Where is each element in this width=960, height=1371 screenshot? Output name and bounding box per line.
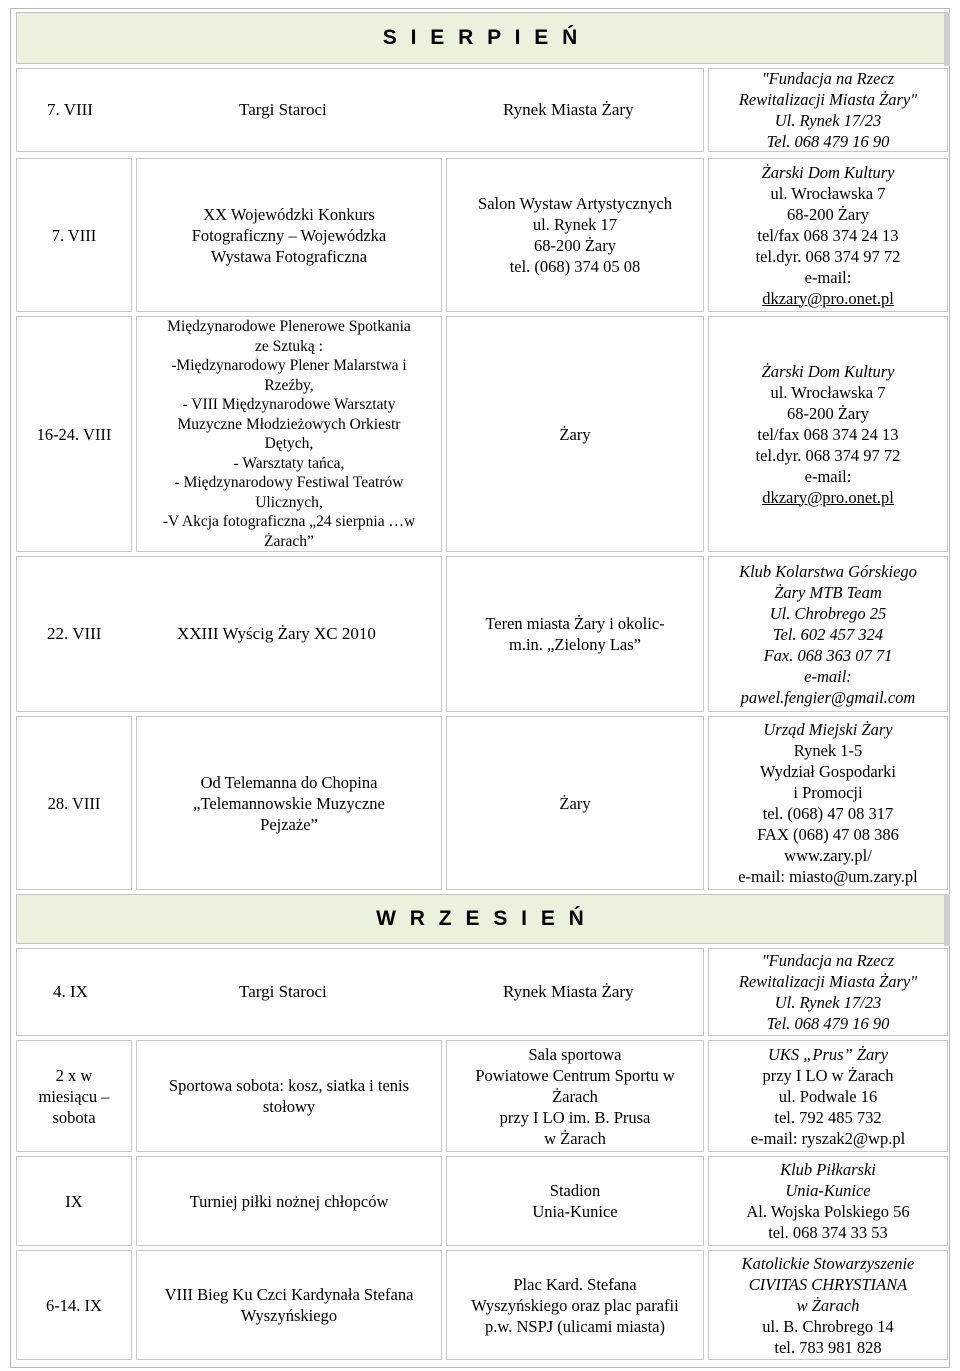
event-contact xyxy=(708,948,948,1036)
event-title: Od Telemanna do Chopina „Telemannowskie Muzyczne Pejzaże” xyxy=(136,716,442,890)
contact-line: Rewitalizacji Miasta Żary" xyxy=(738,90,918,109)
contact-line: "Fundacja na Rzecz xyxy=(761,951,895,970)
event-place: Rynek Miasta Żary xyxy=(503,100,634,119)
contact-line: ul. Wrocławska 7 xyxy=(770,382,886,402)
contact-line: przy I LO w Żarach xyxy=(762,1065,894,1085)
contact-line: UKS „Prus” Żary xyxy=(767,1044,889,1064)
contact-line: dkzary@pro.onet.pl xyxy=(762,487,894,507)
contact-line: ul. Wrocławska 7 xyxy=(770,183,886,203)
contact-line: tel.dyr. 068 374 97 72 xyxy=(755,246,901,266)
event-date: 22. VIII xyxy=(47,624,102,643)
section-header-september xyxy=(16,894,948,944)
contact-line: FAX (068) 47 08 386 xyxy=(757,825,899,844)
event-title: Sportowa sobota: kosz, siatka i tenis stołowy xyxy=(136,1040,442,1152)
section-header-august xyxy=(16,12,948,64)
contact-line: Ul. Rynek 17/23 xyxy=(774,111,882,130)
contact-line: Ul. Rynek 17/23 xyxy=(774,993,882,1012)
event-contact xyxy=(708,158,948,312)
contact-line: pawel.fengier@gmail.com xyxy=(740,687,916,707)
event-contact xyxy=(708,1250,948,1360)
contact-line: Fax. 068 363 07 71 xyxy=(763,645,893,665)
event-place: Plac Kard. Stefana Wyszyńskiego oraz plac parafii p.w. NSPJ (ulicami miasta) xyxy=(446,1250,704,1360)
event-row-sep-1 xyxy=(16,948,704,1036)
event-row-aug-1 xyxy=(16,68,704,152)
contact-line: Wydział Gospodarki xyxy=(759,762,896,781)
contact-line: CIVITAS CHRYSTIANA xyxy=(748,1274,908,1294)
contact-line: Rewitalizacji Miasta Żary" xyxy=(738,972,918,991)
contact-line: Żary MTB Team xyxy=(774,582,882,602)
contact-line: www.zary.pl/ xyxy=(784,846,872,865)
event-date: 7. VIII xyxy=(47,100,93,119)
contact-line: Tel. 068 479 16 90 xyxy=(766,1014,890,1033)
event-contact xyxy=(708,1156,948,1246)
contact-line: ul. Podwale 16 xyxy=(778,1086,878,1106)
contact-line: Katolickie Stowarzyszenie xyxy=(741,1253,915,1273)
contact-line: dkzary@pro.onet.pl xyxy=(762,288,894,308)
event-title: VIII Bieg Ku Czci Kardynała Stefana Wyszyńskiego xyxy=(136,1250,442,1360)
event-place: Sala sportowa Powiatowe Centrum Sportu w Żarach przy I LO im. B. Prusa w Żarach xyxy=(446,1040,704,1152)
contact-line: e-mail: xyxy=(804,267,852,287)
contact-line: ul. B. Chrobrego 14 xyxy=(762,1316,894,1336)
contact-line: Żarski Dom Kultury xyxy=(761,361,895,381)
event-title: XX Wojewódzki Konkurs Fotograficzny – Wojewódzka Wystawa Fotograficzna xyxy=(136,158,442,312)
event-place: Teren miasta Żary i okolic- m.in. „Zielony Las” xyxy=(446,556,704,712)
event-date: 6-14. IX xyxy=(16,1250,132,1360)
contact-line: w Żarach xyxy=(796,1295,860,1315)
contact-line: tel. 783 981 828 xyxy=(774,1337,882,1357)
contact-line: Tel. 068 479 16 90 xyxy=(766,132,890,151)
contact-line: Urząd Miejski Żary xyxy=(763,720,893,739)
contact-line: Tel. 602 457 324 xyxy=(772,624,884,644)
event-place: Rynek Miasta Żary xyxy=(503,982,634,1001)
contact-line: tel/fax 068 374 24 13 xyxy=(757,225,899,245)
event-title: XXIII Wyścig Żary XC 2010 xyxy=(177,624,376,643)
contact-line: e-mail: ryszak2@wp.pl xyxy=(750,1128,906,1148)
event-date: 16-24. VIII xyxy=(16,316,132,552)
contact-line: Al. Wojska Polskiego 56 xyxy=(746,1202,910,1221)
event-contact xyxy=(708,1040,948,1152)
section-title: W R Z E S I E Ń xyxy=(376,907,588,930)
event-date: 28. VIII xyxy=(16,716,132,890)
contact-line: 68-200 Żary xyxy=(786,403,869,423)
event-contact xyxy=(708,316,948,552)
section-title: S I E R P I E Ń xyxy=(382,26,582,49)
event-contact xyxy=(708,716,948,890)
event-row-aug-4 xyxy=(16,556,442,712)
event-contact xyxy=(708,68,948,152)
contact-line: e-mail: xyxy=(804,666,852,686)
contact-line: i Promocji xyxy=(793,783,863,802)
contact-line: tel. (068) 47 08 317 xyxy=(762,804,894,823)
contact-line: Klub Kolarstwa Górskiego xyxy=(739,561,917,581)
event-date: 2 x w miesiącu – sobota xyxy=(16,1040,132,1152)
event-place: Stadion Unia-Kunice xyxy=(446,1156,704,1246)
contact-line: e-mail: xyxy=(804,466,852,486)
contact-line: Ul. Chrobrego 25 xyxy=(769,603,887,623)
event-date: IX xyxy=(16,1156,132,1246)
contact-line: Klub Piłkarski xyxy=(780,1160,876,1179)
event-place: Żary xyxy=(446,316,704,552)
contact-line: tel. 792 485 732 xyxy=(774,1107,882,1127)
event-place: Salon Wystaw Artystycznych ul. Rynek 17 68-200 Żary tel. (068) 374 05 08 xyxy=(446,158,704,312)
event-title: Turniej piłki nożnej chłopców xyxy=(136,1156,442,1246)
event-title: Targi Staroci xyxy=(239,100,327,119)
event-title: Międzynarodowe Plenerowe Spotkania ze Sztuką : -Międzynarodowy Plener Malarstwa i Rzeźby, - VIII Międzynarodowe Warsztaty Muzyczne Młodzieżowych Orkiestr Dętych, - Warsztaty tańca, - Międzynarodowy Festiwal Teatrów Ulicznych, -V Akcja fotograficzna „24 sierpnia …w Żarach” xyxy=(136,316,442,552)
contact-line: Żarski Dom Kultury xyxy=(761,162,895,182)
contact-line: tel/fax 068 374 24 13 xyxy=(757,424,899,444)
event-date: 4. IX xyxy=(53,982,88,1001)
event-title: Targi Staroci xyxy=(239,982,327,1001)
contact-line: Unia-Kunice xyxy=(785,1181,871,1200)
contact-line: "Fundacja na Rzecz xyxy=(761,69,895,88)
contact-line: tel. 068 374 33 53 xyxy=(768,1223,888,1242)
contact-line: 68-200 Żary xyxy=(786,204,869,224)
event-contact xyxy=(708,556,948,712)
contact-line: tel.dyr. 068 374 97 72 xyxy=(755,445,901,465)
event-date: 7. VIII xyxy=(16,158,132,312)
event-place: Żary xyxy=(446,716,704,890)
contact-line: e-mail: miasto@um.zary.pl xyxy=(738,867,918,886)
contact-line: Rynek 1-5 xyxy=(793,741,863,760)
